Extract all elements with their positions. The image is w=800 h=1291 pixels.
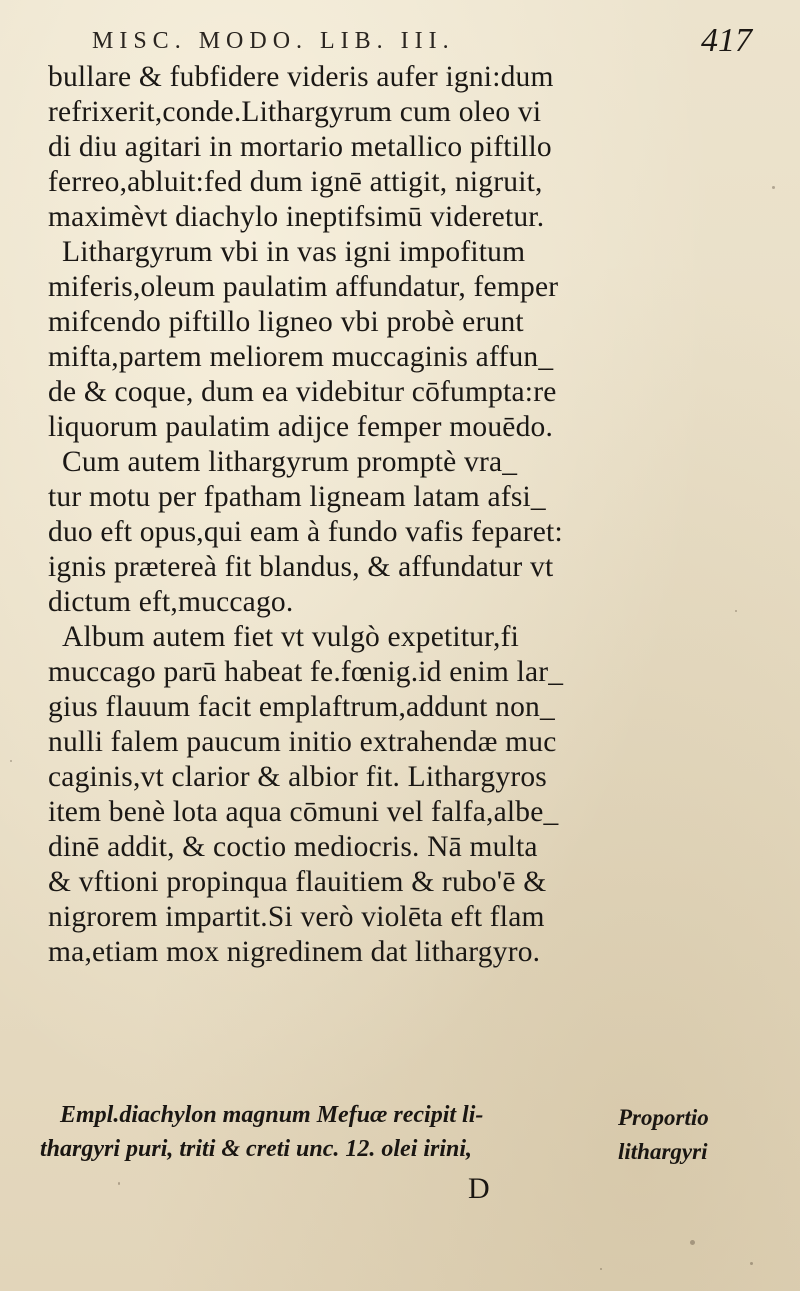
text-line: item benè lota aqua cōmuni vel falfa,albe_: [48, 796, 559, 828]
text-line: miferis,oleum paulatim affundatur, femper: [48, 271, 559, 303]
margin-note-line: lithargyri: [618, 1139, 708, 1164]
text-line: nigrorem impartit.Si verò violēta eft flam: [48, 901, 545, 933]
text-line: mifta,partem meliorem muccaginis affun_: [48, 341, 554, 373]
text-line: ignis prætereà fit blandus, & affundatur vt: [48, 551, 554, 583]
signature-mark: D: [468, 1172, 490, 1205]
text-line: ferreo,abluit:fed dum ignē attigit, nigruit,: [48, 166, 543, 198]
text-line: di diu agitari in mortario metallico piftillo: [48, 131, 552, 163]
margin-note-line: Proportio: [618, 1105, 709, 1130]
text-line: maximèvt diachylo ineptifsimū videretur.: [48, 201, 545, 233]
text-line: duo eft opus,qui eam à fundo vafis feparet:: [48, 516, 563, 548]
text-line: bullare & fubfidere videris aufer igni:dum: [48, 61, 554, 93]
text-line: mifcendo piftillo ligneo vbi probè erunt: [48, 306, 524, 338]
footnote-line: thargyri puri, triti & creti unc. 12. olei irini,: [40, 1136, 473, 1162]
text-line: de & coque, dum ea videbitur cōfumpta:re: [48, 376, 557, 408]
running-head: [92, 22, 752, 60]
text-line: Cum autem lithargyrum promptè vra_: [62, 446, 518, 478]
text-line: nulli falem paucum initio extrahendæ muc: [48, 726, 557, 758]
text-line: tur motu per fpatham ligneam latam afsi_: [48, 481, 546, 513]
page-number: 417: [701, 22, 752, 59]
text-line: gius flauum facit emplaftrum,addunt non_: [48, 691, 555, 723]
text-line: & vftioni propinqua flauitiem & rubo'ē &: [48, 866, 547, 898]
running-title: MISC. MODO. LIB. III.: [92, 28, 455, 54]
footnote-line: Empl.diachylon magnum Mefuæ recipit li-: [60, 1102, 484, 1128]
text-line: refrixerit,conde.Lithargyrum cum oleo vi: [48, 96, 542, 128]
text-line: Lithargyrum vbi in vas igni impofitum: [62, 236, 526, 268]
text-line: ma,etiam mox nigredinem dat lithargyro.: [48, 936, 541, 968]
text-line: liquorum paulatim adijce femper mouēdo.: [48, 411, 554, 443]
body-text: [48, 60, 688, 970]
text-line: caginis,vt clarior & albior fit. Lithargyros: [48, 761, 547, 793]
text-line: dinē addit, & coctio mediocris. Nā multa: [48, 831, 538, 863]
margin-note: [618, 1101, 709, 1169]
text-line: muccago parū habeat fe.fœnig.id enim lar_: [48, 656, 564, 688]
text-line: Album autem fiet vt vulgò expetitur,fi: [62, 621, 520, 653]
text-line: dictum eft,muccago.: [48, 586, 294, 618]
